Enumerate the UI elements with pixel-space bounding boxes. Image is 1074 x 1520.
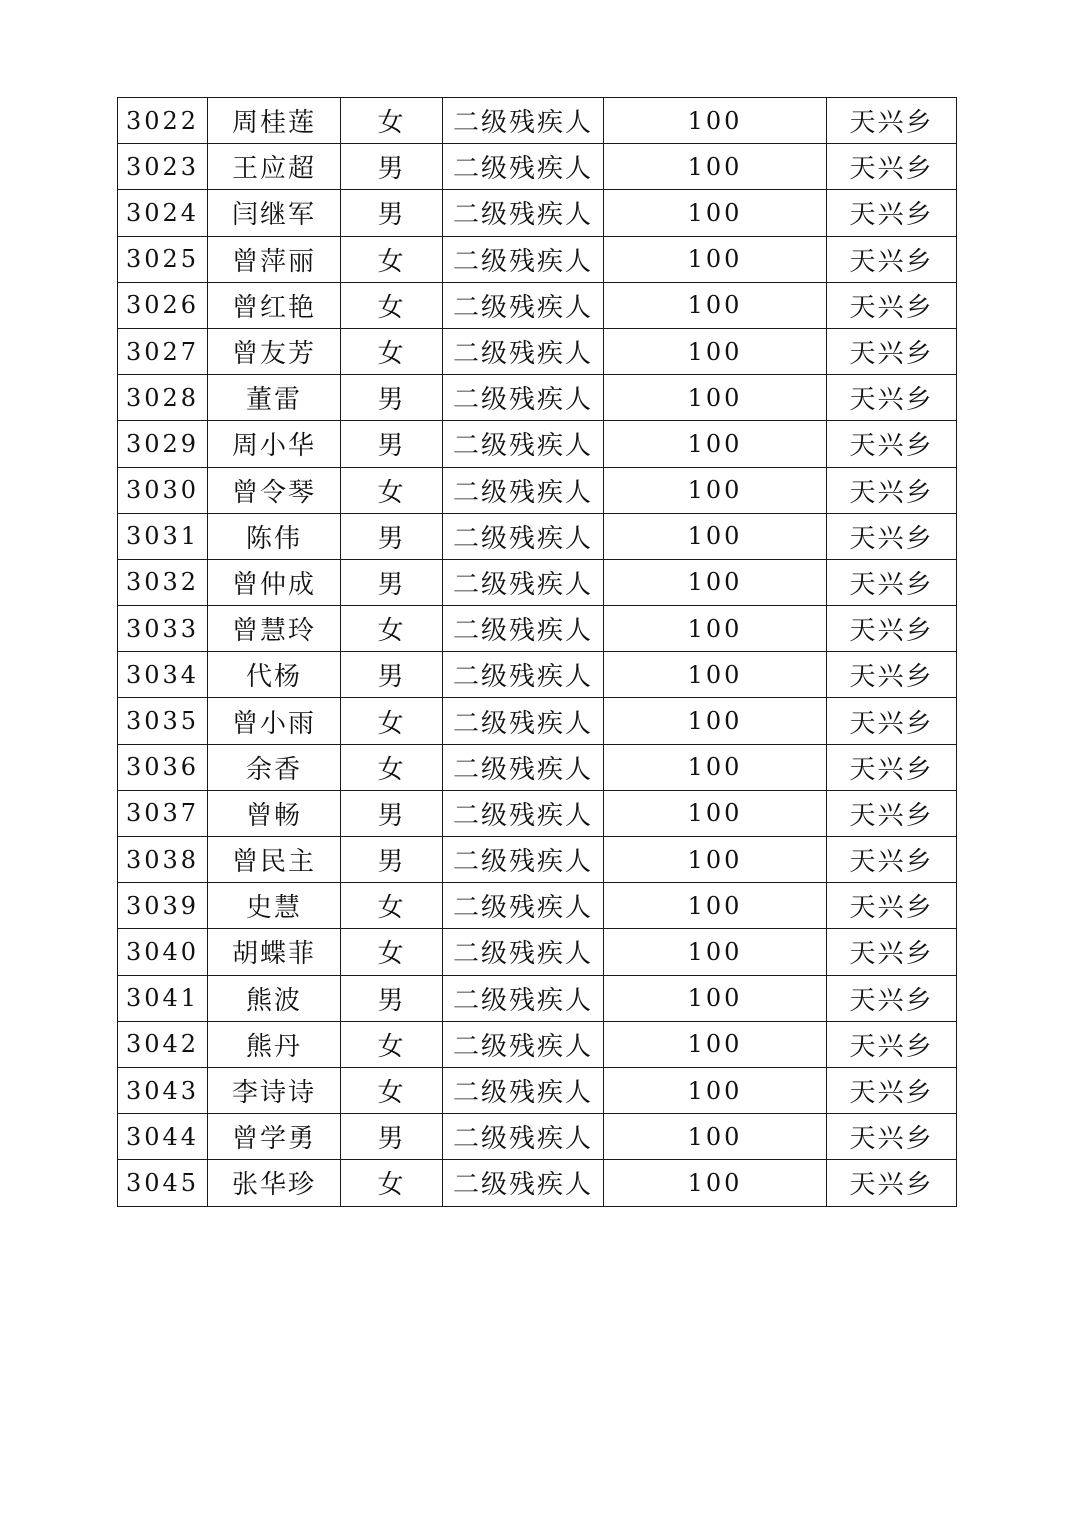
table-row xyxy=(118,98,957,144)
disability-level-cell: 二级残疾人 xyxy=(443,1114,604,1160)
gender-cell: 男 xyxy=(341,513,443,559)
disability-level-cell: 二级残疾人 xyxy=(443,421,604,467)
name-cell: 曾萍丽 xyxy=(208,236,341,282)
amount-cell: 100 xyxy=(604,559,827,605)
gender-cell: 男 xyxy=(341,190,443,236)
name-cell: 曾仲成 xyxy=(208,559,341,605)
disability-level-cell: 二级残疾人 xyxy=(443,744,604,790)
amount-cell: 100 xyxy=(604,883,827,929)
disability-level-cell: 二级残疾人 xyxy=(443,790,604,836)
amount-cell: 100 xyxy=(604,236,827,282)
disability-level-cell: 二级残疾人 xyxy=(443,559,604,605)
table-row xyxy=(118,1160,957,1206)
table-row xyxy=(118,1021,957,1067)
gender-cell: 女 xyxy=(341,606,443,652)
amount-cell: 100 xyxy=(604,421,827,467)
table-row xyxy=(118,421,957,467)
table-row xyxy=(118,559,957,605)
township-cell: 天兴乡 xyxy=(827,144,957,190)
table-row xyxy=(118,236,957,282)
gender-cell: 男 xyxy=(341,652,443,698)
name-cell: 曾红艳 xyxy=(208,282,341,328)
disability-level-cell: 二级残疾人 xyxy=(443,144,604,190)
disability-level-cell: 二级残疾人 xyxy=(443,513,604,559)
disability-level-cell: 二级残疾人 xyxy=(443,698,604,744)
disability-level-cell: 二级残疾人 xyxy=(443,467,604,513)
name-cell: 张华珍 xyxy=(208,1160,341,1206)
id-cell: 3030 xyxy=(118,467,208,513)
id-cell: 3035 xyxy=(118,698,208,744)
gender-cell: 女 xyxy=(341,236,443,282)
disability-level-cell: 二级残疾人 xyxy=(443,1021,604,1067)
table-row xyxy=(118,144,957,190)
township-cell: 天兴乡 xyxy=(827,375,957,421)
gender-cell: 女 xyxy=(341,929,443,975)
id-cell: 3033 xyxy=(118,606,208,652)
disability-subsidy-table xyxy=(117,97,957,1207)
gender-cell: 女 xyxy=(341,328,443,374)
id-cell: 3029 xyxy=(118,421,208,467)
name-cell: 李诗诗 xyxy=(208,1067,341,1113)
table-row xyxy=(118,282,957,328)
township-cell: 天兴乡 xyxy=(827,559,957,605)
table-row xyxy=(118,606,957,652)
township-cell: 天兴乡 xyxy=(827,744,957,790)
table-row xyxy=(118,837,957,883)
township-cell: 天兴乡 xyxy=(827,190,957,236)
township-cell: 天兴乡 xyxy=(827,282,957,328)
id-cell: 3045 xyxy=(118,1160,208,1206)
gender-cell: 女 xyxy=(341,1021,443,1067)
name-cell: 周桂莲 xyxy=(208,98,341,144)
gender-cell: 女 xyxy=(341,467,443,513)
name-cell: 熊波 xyxy=(208,975,341,1021)
gender-cell: 女 xyxy=(341,1067,443,1113)
gender-cell: 女 xyxy=(341,1160,443,1206)
amount-cell: 100 xyxy=(604,837,827,883)
table-row xyxy=(118,652,957,698)
township-cell: 天兴乡 xyxy=(827,98,957,144)
disability-level-cell: 二级残疾人 xyxy=(443,929,604,975)
id-cell: 3022 xyxy=(118,98,208,144)
id-cell: 3038 xyxy=(118,837,208,883)
amount-cell: 100 xyxy=(604,467,827,513)
gender-cell: 女 xyxy=(341,883,443,929)
table-row xyxy=(118,1114,957,1160)
disability-level-cell: 二级残疾人 xyxy=(443,1160,604,1206)
gender-cell: 男 xyxy=(341,790,443,836)
amount-cell: 100 xyxy=(604,929,827,975)
gender-cell: 男 xyxy=(341,837,443,883)
id-cell: 3025 xyxy=(118,236,208,282)
township-cell: 天兴乡 xyxy=(827,513,957,559)
id-cell: 3041 xyxy=(118,975,208,1021)
name-cell: 曾学勇 xyxy=(208,1114,341,1160)
name-cell: 曾畅 xyxy=(208,790,341,836)
name-cell: 陈伟 xyxy=(208,513,341,559)
disability-level-cell: 二级残疾人 xyxy=(443,375,604,421)
table-row xyxy=(118,698,957,744)
township-cell: 天兴乡 xyxy=(827,698,957,744)
table-row xyxy=(118,975,957,1021)
disability-level-cell: 二级残疾人 xyxy=(443,652,604,698)
amount-cell: 100 xyxy=(604,144,827,190)
disability-level-cell: 二级残疾人 xyxy=(443,975,604,1021)
id-cell: 3040 xyxy=(118,929,208,975)
township-cell: 天兴乡 xyxy=(827,837,957,883)
township-cell: 天兴乡 xyxy=(827,1114,957,1160)
gender-cell: 男 xyxy=(341,975,443,1021)
id-cell: 3032 xyxy=(118,559,208,605)
name-cell: 曾民主 xyxy=(208,837,341,883)
township-cell: 天兴乡 xyxy=(827,790,957,836)
gender-cell: 男 xyxy=(341,1114,443,1160)
name-cell: 史慧 xyxy=(208,883,341,929)
gender-cell: 男 xyxy=(341,375,443,421)
township-cell: 天兴乡 xyxy=(827,929,957,975)
table-row xyxy=(118,375,957,421)
id-cell: 3042 xyxy=(118,1021,208,1067)
name-cell: 曾友芳 xyxy=(208,328,341,374)
amount-cell: 100 xyxy=(604,375,827,421)
amount-cell: 100 xyxy=(604,1021,827,1067)
name-cell: 王应超 xyxy=(208,144,341,190)
amount-cell: 100 xyxy=(604,513,827,559)
disability-level-cell: 二级残疾人 xyxy=(443,883,604,929)
table-row xyxy=(118,328,957,374)
name-cell: 曾小雨 xyxy=(208,698,341,744)
disability-level-cell: 二级残疾人 xyxy=(443,236,604,282)
id-cell: 3027 xyxy=(118,328,208,374)
id-cell: 3043 xyxy=(118,1067,208,1113)
disability-level-cell: 二级残疾人 xyxy=(443,837,604,883)
township-cell: 天兴乡 xyxy=(827,328,957,374)
gender-cell: 女 xyxy=(341,698,443,744)
table-row xyxy=(118,929,957,975)
id-cell: 3023 xyxy=(118,144,208,190)
name-cell: 曾令琴 xyxy=(208,467,341,513)
table-row xyxy=(118,467,957,513)
id-cell: 3028 xyxy=(118,375,208,421)
amount-cell: 100 xyxy=(604,652,827,698)
amount-cell: 100 xyxy=(604,975,827,1021)
disability-level-cell: 二级残疾人 xyxy=(443,606,604,652)
township-cell: 天兴乡 xyxy=(827,421,957,467)
township-cell: 天兴乡 xyxy=(827,236,957,282)
township-cell: 天兴乡 xyxy=(827,975,957,1021)
amount-cell: 100 xyxy=(604,282,827,328)
amount-cell: 100 xyxy=(604,190,827,236)
disability-level-cell: 二级残疾人 xyxy=(443,190,604,236)
table-row xyxy=(118,883,957,929)
id-cell: 3026 xyxy=(118,282,208,328)
name-cell: 董雷 xyxy=(208,375,341,421)
name-cell: 胡蝶菲 xyxy=(208,929,341,975)
gender-cell: 男 xyxy=(341,559,443,605)
disability-level-cell: 二级残疾人 xyxy=(443,282,604,328)
township-cell: 天兴乡 xyxy=(827,1067,957,1113)
township-cell: 天兴乡 xyxy=(827,467,957,513)
name-cell: 周小华 xyxy=(208,421,341,467)
amount-cell: 100 xyxy=(604,744,827,790)
gender-cell: 男 xyxy=(341,144,443,190)
name-cell: 闫继军 xyxy=(208,190,341,236)
township-cell: 天兴乡 xyxy=(827,883,957,929)
township-cell: 天兴乡 xyxy=(827,1021,957,1067)
amount-cell: 100 xyxy=(604,98,827,144)
disability-level-cell: 二级残疾人 xyxy=(443,328,604,374)
gender-cell: 女 xyxy=(341,744,443,790)
id-cell: 3031 xyxy=(118,513,208,559)
township-cell: 天兴乡 xyxy=(827,652,957,698)
amount-cell: 100 xyxy=(604,1160,827,1206)
id-cell: 3037 xyxy=(118,790,208,836)
amount-cell: 100 xyxy=(604,328,827,374)
name-cell: 熊丹 xyxy=(208,1021,341,1067)
id-cell: 3044 xyxy=(118,1114,208,1160)
amount-cell: 100 xyxy=(604,606,827,652)
table-row xyxy=(118,190,957,236)
township-cell: 天兴乡 xyxy=(827,1160,957,1206)
township-cell: 天兴乡 xyxy=(827,606,957,652)
gender-cell: 女 xyxy=(341,282,443,328)
table-row xyxy=(118,1067,957,1113)
id-cell: 3036 xyxy=(118,744,208,790)
id-cell: 3024 xyxy=(118,190,208,236)
amount-cell: 100 xyxy=(604,790,827,836)
gender-cell: 男 xyxy=(341,421,443,467)
amount-cell: 100 xyxy=(604,1067,827,1113)
gender-cell: 女 xyxy=(341,98,443,144)
name-cell: 曾慧玲 xyxy=(208,606,341,652)
amount-cell: 100 xyxy=(604,1114,827,1160)
table-row xyxy=(118,790,957,836)
amount-cell: 100 xyxy=(604,698,827,744)
id-cell: 3034 xyxy=(118,652,208,698)
name-cell: 余香 xyxy=(208,744,341,790)
table-row xyxy=(118,513,957,559)
table-row xyxy=(118,744,957,790)
disability-level-cell: 二级残疾人 xyxy=(443,1067,604,1113)
table-body xyxy=(118,98,957,1207)
id-cell: 3039 xyxy=(118,883,208,929)
name-cell: 代杨 xyxy=(208,652,341,698)
disability-level-cell: 二级残疾人 xyxy=(443,98,604,144)
